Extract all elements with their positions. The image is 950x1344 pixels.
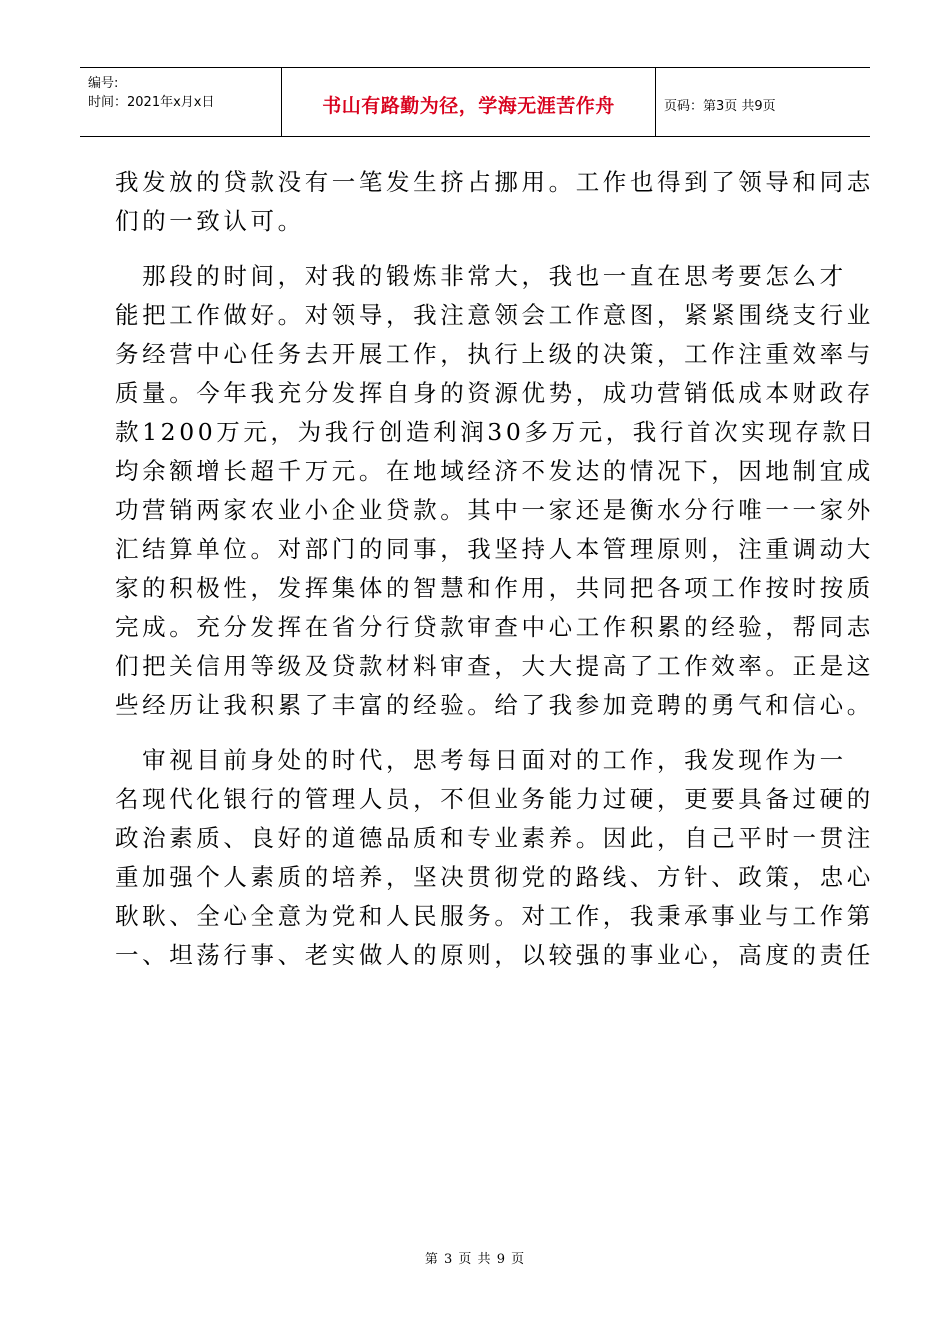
document-body (115, 163, 877, 975)
text-line: 名现代化银行的管理人员，不但业务能力过硬，更要具备过硬的 (115, 785, 874, 813)
text-line: 审视目前身处的时代，思考每日面对的工作，我发现作为一 (115, 746, 847, 774)
header-meta (80, 68, 282, 136)
text-line: 一、坦荡行事、老实做人的原则，以较强的事业心，高度的责任 (115, 941, 874, 969)
text-line: 们的一致认可。 (115, 207, 305, 235)
text-line: 能把工作做好。对领导，我注意领会工作意图，紧紧围绕支行业 (115, 301, 874, 329)
text-line: 些经历让我积累了丰富的经验。给了我参加竞聘的勇气和信心。 (115, 691, 874, 719)
header-page-code: 页码：第3页 共9页 (664, 98, 776, 114)
text-line: 质量。今年我充分发挥自身的资源优势，成功营销低成本财政存 (115, 379, 874, 407)
paragraph-3 (115, 741, 874, 975)
text-line: 款1200万元，为我行创造利润30多万元，我行首次实现存款日 (115, 418, 877, 446)
page-header (80, 67, 870, 137)
text-line: 我发放的贷款没有一笔发生挤占挪用。工作也得到了领导和同志 (115, 168, 874, 196)
paragraph-1 (115, 163, 874, 241)
text-line: 们把关信用等级及贷款材料审查，大大提高了工作效率。正是这 (115, 652, 874, 680)
text-line: 务经营中心任务去开展工作，执行上级的决策，工作注重效率与 (115, 340, 874, 368)
text-line: 耿耿、全心全意为党和人民服务。对工作，我秉承事业与工作第 (115, 902, 874, 930)
page-footer: 第 3 页 共 9 页 (424, 1252, 526, 1267)
text-line: 政治素质、良好的道德品质和专业素养。因此，自己平时一贯注 (115, 824, 874, 852)
text-line: 重加强个人素质的培养，坚决贯彻党的路线、方针、政策，忠心 (115, 863, 874, 891)
text-line: 均余额增长超千万元。在地域经济不发达的情况下，因地制宜成 (115, 457, 874, 485)
paragraph-2 (115, 257, 877, 725)
document-time-label: 时间：2021年x月x日 (88, 95, 215, 110)
text-line: 完成。充分发挥在省分行贷款审查中心工作积累的经验，帮同志 (115, 613, 874, 641)
document-number-label: 编号: (88, 76, 119, 91)
text-line: 那段的时间，对我的锻炼非常大，我也一直在思考要怎么才 (115, 262, 847, 290)
header-motto: 书山有路勤为径，学海无涯苦作舟 (282, 68, 656, 136)
text-line: 汇结算单位。对部门的同事，我坚持人本管理原则，注重调动大 (115, 535, 874, 563)
text-line: 功营销两家农业小企业贷款。其中一家还是衡水分行唯一一家外 (115, 496, 874, 524)
text-line: 家的积极性，发挥集体的智慧和作用，共同把各项工作按时按质 (115, 574, 874, 602)
